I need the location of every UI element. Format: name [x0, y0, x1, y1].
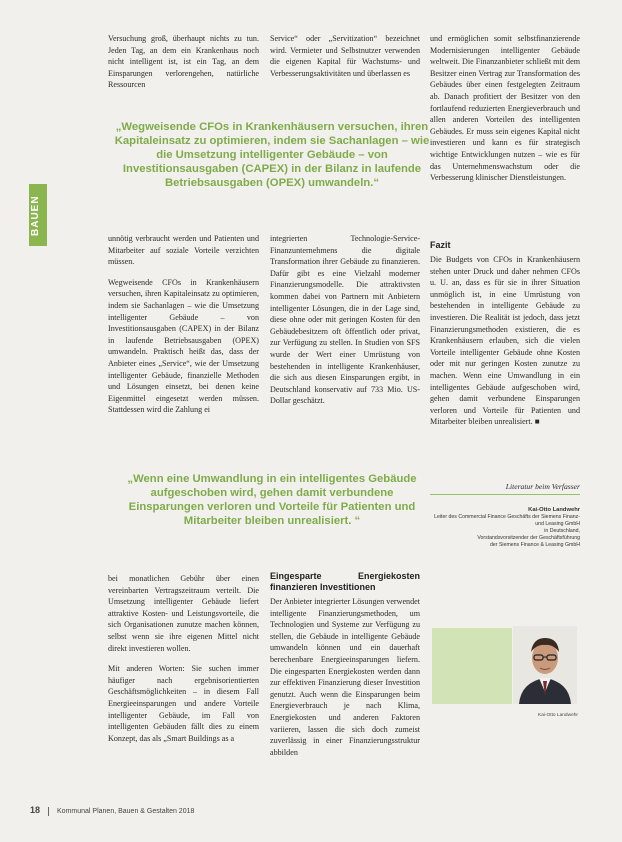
paragraph: bei monatlichen Gebühr über einen vereinbarten Vertragszeitraum verteilt. Die Umsetzung intelligenter Gebäude liefert attraktive Kosten- und Leistungsvorteile, die sich Organisationen zunutze machen können, selbst wenn sie ihre eigenen Mittel nicht direkt investieren wollen. — [108, 574, 259, 653]
author-role: Vorstandsvorsitzender der Geschäftsführung — [477, 535, 580, 541]
bottom-column-1 — [108, 573, 259, 753]
paragraph: Die Budgets von CFOs in Krankenhäusern stehen unter Druck und daher nehmen CFOs u. U. an, dass es für sie in ihrer Situation unmöglich ist, in eine Umrüstung von bestehenden in intelligente Gebäude zu investieren. Die Realität ist jedoch, dass jetzt Finanzierungsmethoden existieren, die es Krankenhäusern erlauben, sich die vielen Vorteile intelligenter Gebäude ohne Kosten oder mit nur geringen Kosten zunutze zu machen. Wenn eine Umwandlung in ein intelligentes Gebäude aufgeschoben wird, gehen damit verbundene Einsparungen verloren und Vorteile für Patienten und Mitarbeiter bleiben unrealisiert. ■ — [430, 255, 580, 427]
page-number: 18 — [30, 805, 41, 815]
footer-divider — [48, 807, 49, 816]
page-footer — [30, 805, 194, 816]
author-box — [430, 507, 580, 549]
subheading-energy: Eingesparte Energiekosten finanzieren Investitionen — [270, 571, 420, 592]
paragraph: unnötig verbraucht werden und Patienten und Mitarbeiter auf soziale Vorteile verzichten müssen. — [108, 234, 259, 267]
author-role: Leiter des Commercial Finance Geschäfts der Siemens Finanz- und Leasing GmbH — [434, 514, 580, 527]
paragraph: Service“ oder „Servitization“ bezeichnet wird. Vermieter und Selbstnutzer verwenden die eigenen Kapital für Wachstums- und Verbesserungsaktivitäten und überlassen es — [270, 34, 420, 78]
top-column-2 — [270, 33, 420, 88]
portrait-illustration — [513, 626, 577, 704]
paragraph: Mit anderen Worten: Sie suchen immer häufiger nach ergebnisorientierten Geschäftsmöglichkeiten – in diesem Fall Energieeinsparungen und andere Vorteile intelligenter Gebäude, im Fall von intelligenten Gebäuden fällt dies zu einem Konzept, das als „Smart Buildings as a — [108, 664, 259, 743]
mid-column-1 — [108, 233, 259, 425]
section-label: BAUEN — [30, 195, 41, 236]
paragraph: Der Anbieter integrierter Lösungen verwendet intelligente Finanzierungsmethoden, um Technologien und Systeme zur Verfügung zu stellen, die Gebäude in intelligente Gebäude umwandeln können und ein dauerhaft berechenbare Energieeinsparungen liefern. Die eingesparten Energiekosten werden dann zur effektiven Finanzierung dieser Investition genutzt. Auch wenn die Einsparungen beim Energieverbrauch je nach Klima, Energiekosten und anderen Faktoren variieren, lassen die sich doch zumeist zuverlässig in einer Finanzierungsstruktur abbilden — [270, 597, 420, 757]
paragraph: integrierten Technologie-Service-Finanzunternehmens die digitale Transformation ihrer Gebäude zu finanzieren. Dafür gibt es eine Vielzahl moderner Finanzierungsmodelle. Die attraktivsten kommen dabei von Partnern mit Anbietern intelligenter Lösungen, die in der Lage sind, diese ohne oder mit geringen Kosten für den Gebäudebesitzern oft öffentlich oder privat, zur Verfügung zu stellen. In Studien von SFS wurde der Wert einer Umrüstung von bestehenden in intelligente Krankenhäuser, die sich aus diesen Einsparungen ergibt, in Deutschland konservativ auf 733 Mio. US-Dollar geschätzt. — [270, 234, 420, 406]
pull-quote-1: „Wegweisende CFOs in Krankenhäusern versuchen, ihren Kapitaleinsatz zu optimieren, indem sie Sachanlagen – wie die Umsetzung intelligenter Gebäude – von Investitionsausgaben (CAPEX) in der Bilanz in laufende Betriebsausgaben (OPEX) umwandeln.“ — [114, 121, 430, 189]
author-role: der Siemens Finance & Leasing GmbH — [490, 542, 580, 548]
divider — [430, 494, 580, 495]
author-photo — [513, 626, 577, 704]
mid-column-3 — [430, 240, 580, 437]
mid-column-2 — [270, 233, 420, 416]
publication-name: Kommunal Planen, Bauen & Gestalten 2018 — [57, 808, 195, 815]
author-name: Kai-Otto Landwehr — [528, 507, 580, 513]
author-role: in Deutschland, — [544, 528, 580, 534]
photo-caption: Kai-Otto Landwehr — [538, 713, 578, 718]
photo-background — [432, 628, 512, 704]
top-column-1 — [108, 33, 259, 100]
literature-note: Literatur beim Verfasser — [505, 482, 580, 491]
paragraph: Wegweisende CFOs in Krankenhäusern versuchen, ihren Kapitaleinsatz zu optimieren, indem sie Sachanlagen – wie die Umsetzung intelligenter Gebäude – von Investitionsausgaben (CAPEX) in der Bilanz in laufende Betriebsausgaben (OPEX) umwandeln. Praktisch heißt das, dass der Anbieter eines „Service“, wie der Umsetzung intelligenter Gebäude, finanzielle Methoden und Lösungen einsetzt, bei denen keine Eigenmittel eingesetzt werden müssen. Stattdessen wird die Zahlung ei — [108, 277, 259, 415]
bottom-column-2 — [270, 571, 420, 767]
paragraph: und ermöglichen somit selbstfinanzierende Modernisierungen intelligenter Gebäude weltweit. Die Finanzanbieter schließt mit dem Besitzer einen Vertrag zur Transformation des Gebäudes über einen festgelegten Zeitraum ab. Danach profitiert der Besitzer von den fortlaufend reduzierten Energieverbrauch und allen anderen Vorteilen des intelligenten Gebäudes. Er muss sein eigenes Kapital nicht investieren und kann es für strategisch wichtige Entwicklungen nutzen – wie es für das Unternehmenswachstum oder die Verbesserung klinischer Dienstleistungen. — [430, 34, 580, 183]
pull-quote-2: „Wenn eine Umwandlung in ein intelligentes Gebäude aufgeschoben wird, gehen damit verbundene Einsparungen verloren und Vorteile für Patienten und Mitarbeiter bleiben unrealisiert. “ — [127, 473, 417, 527]
top-column-3 — [430, 33, 580, 193]
paragraph: Versuchung groß, überhaupt nichts zu tun. Jeden Tag, an dem ein Krankenhaus noch nicht intelligent ist, ist ein Tag, an dem Einsparungen verlorengehen, natürliche Ressourcen — [108, 34, 259, 90]
section-tab — [29, 184, 47, 246]
subheading-fazit: Fazit — [430, 240, 451, 250]
